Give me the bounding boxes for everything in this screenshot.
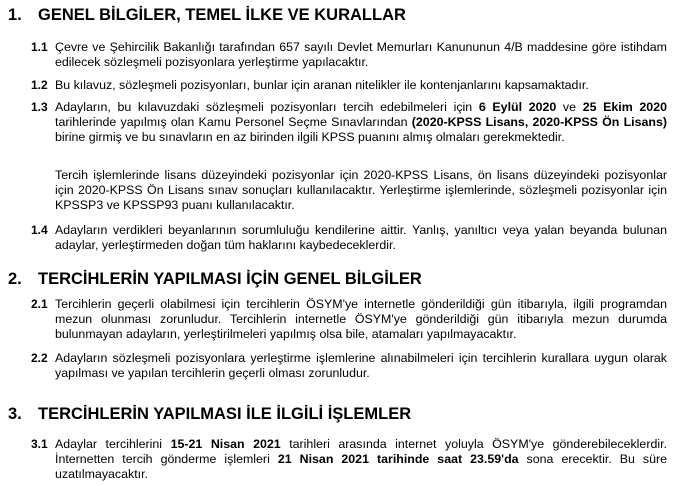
paragraph-text: Adayların sözleşmeli pozisyonlara yerleştirme işlemlerine alınabilmeleri için tercihlerin kurallara uygun olarak yapılması ve yapılan tercihlerin geçerli olması zorunludur. (55, 351, 667, 381)
section-title: TERCİHLERİN YAPILMASI İLE İLGİLİ İŞLEMLER (38, 405, 412, 423)
paragraph-text: Çevre ve Şehircilik Bakanlığı tarafından 657 sayılı Devlet Memurları Kanununun 4/B maddesine göre istihdam edilecek sözleşmeli pozisyonlara yerleştirme yapılacaktır. (55, 40, 667, 70)
text-run: ve (556, 100, 583, 114)
paragraph-number: 2.1 (31, 297, 48, 311)
section-3-heading (8, 404, 411, 424)
section-number: 3. (8, 405, 22, 423)
section-title: TERCİHLERİN YAPILMASI İÇİN GENEL BİLGİLER (38, 270, 422, 288)
paragraph-number: 1.2 (31, 78, 48, 92)
section-number: 2. (8, 270, 22, 288)
section-title: GENEL BİLGİLER, TEMEL İLKE VE KURALLAR (38, 6, 406, 24)
text-run: Adayların, bu kılavuzdaki sözleşmeli pozisyonları tercih edebilmeleri için (55, 100, 479, 114)
text-run: tarihleri arasında internet yoluyla ÖSYM'ye gönderebileceklerdir. İnternetten tercih gönderme işlemleri (55, 437, 667, 467)
section-2-heading (8, 269, 422, 289)
paragraph-text: Bu kılavuz, sözleşmeli pozisyonları, bunlar için aranan nitelikler ile kontenjanlarını kapsamaktadır. (55, 78, 589, 92)
text-run: sona erecektir. Bu süre uzatılmayacaktır. (55, 452, 668, 482)
preference-dates: 15-21 Nisan 2021 (170, 437, 281, 451)
section-1-heading (8, 5, 406, 25)
paragraph-text (55, 100, 667, 146)
paragraph-text (55, 437, 667, 483)
paragraph-number: 3.1 (31, 437, 48, 451)
exam-date-1: 6 Eylül 2020 (478, 100, 557, 114)
paragraph-number: 2.2 (31, 351, 48, 365)
deadline: 21 Nisan 2021 tarihinde saat 23.59'da (277, 452, 519, 467)
section-number: 1. (8, 6, 22, 24)
exam-date-2: 25 Ekim 2020 (582, 100, 667, 114)
paragraph-text: Adayların verdikleri beyanlarının sorumluluğu kendilerine aittir. Yanlış, yanıltıcı veya yalan beyanda bulunan adaylar, yerleştirmeden doğan tüm haklarını kaybedeceklerdir. (55, 223, 667, 253)
paragraph-number: 1.3 (31, 100, 48, 114)
text-run: tarihlerinde yapılmış olan Kamu Personel Seçme Sınavlarından (55, 115, 412, 130)
paragraph-text: Tercih işlemlerinde lisans düzeyindeki pozisyonlar için 2020-KPSS Lisans, ön lisans düzeyindeki pozisyonlar için 2020-KPSS Ön Lisans sınav sonuçları kullanılacaktır. Yerleştirme işlemlerinde, sözleşmeli pozisyonlar için KPSSP3 ve KPSSP93 puanı kullanılacaktır. (55, 168, 667, 213)
text-run: Adaylar tercihlerini (55, 437, 171, 451)
paragraph-number: 1.1 (31, 40, 48, 54)
exam-names: (2020-KPSS Lisans, 2020-KPSS Ön Lisans) (411, 115, 667, 130)
text-run: birine girmiş ve bu sınavların en az birinden ilgili KPSS puanını almış olmaları gerekmektedir. (55, 130, 565, 145)
paragraph-text: Tercihlerin geçerli olabilmesi için tercihlerin ÖSYM'ye internetle gönderildiği gün itibarıyla, ilgili programdan mezun olunması zorunludur. Tercihlerin internetle ÖSYM'ye gönderildiği gün itibarıyla mezun durumda bulunmayan adayların, yerleştirilmeleri yapılmış olsa bile, atamaları yapılmayacaktır. (55, 297, 667, 342)
paragraph-number: 1.4 (31, 223, 48, 237)
